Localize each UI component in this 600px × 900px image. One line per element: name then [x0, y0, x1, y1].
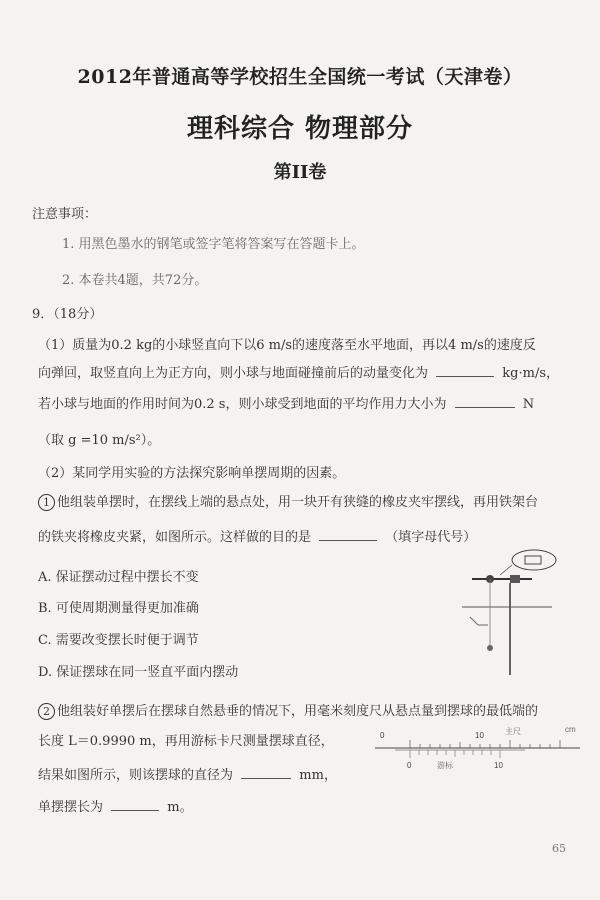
q9-part1-line2	[38, 364, 559, 383]
notes-item-1: 1. 用黑色墨水的钢笔或签字笔将答案写在答题卡上。	[62, 237, 365, 252]
q9-part1-line1: （1）质量为0.2 kg的小球竖直向下以6 m/s的速度落至水平地面，再以4 m/s的速度反	[38, 338, 536, 353]
option-d: D. 保证摆球在同一竖直平面内摆动	[38, 665, 239, 680]
caliper-main-scale-label: 主尺	[505, 727, 521, 736]
answer-blank-momentum[interactable]	[436, 364, 494, 377]
sub-question-marker-2: 2	[38, 703, 55, 720]
q9-sub2-unit-diameter: mm，	[299, 768, 337, 783]
q9-sub1-line2	[38, 528, 476, 547]
q9-sub1-line1	[38, 494, 538, 512]
q9-part2-intro: （2）某同学用实验的方法探究影响单摆周期的因素。	[38, 466, 346, 481]
caliper-vernier-zero-label: 0	[407, 761, 412, 770]
caliper-label-0: 0	[380, 731, 385, 740]
q9-sub2-line4	[38, 798, 193, 817]
page-number: 65	[552, 842, 566, 855]
exam-title: 2012年普通高等学校招生全国统一考试（天津卷）	[77, 66, 523, 88]
caliper-vernier-ten-label: 10	[494, 761, 503, 770]
subject-title: 理科综合 物理部分	[186, 114, 414, 144]
option-a: A. 保证摆动过程中摆长不变	[38, 570, 199, 585]
q9-sub1-line1-text: 他组装单摆时，在摆线上端的悬点处，用一块开有狭缝的橡皮夹牢摆线，再用铁架台	[57, 495, 539, 510]
answer-blank-purpose[interactable]	[319, 528, 377, 541]
option-c: C. 需要改变摆长时便于调节	[38, 633, 199, 648]
q9-sub2-line1-text: 他组装好单摆后在摆球自然悬垂的情况下，用毫米刻度尺从悬点量到摆球的最低端的	[57, 704, 539, 719]
option-b: B. 可使周期测量得更加准确	[38, 601, 199, 616]
q9-sub2-line3-text: 结果如图所示，则该摆球的直径为	[38, 768, 234, 783]
caliper-vernier-ticks	[410, 750, 500, 758]
caliper-label-10: 10	[475, 731, 484, 740]
q9-sub1-line2-hint: （填字母代号）	[385, 530, 477, 545]
q9-part1-unit-momentum: kg·m/s，	[502, 366, 560, 381]
vernier-caliper-figure	[375, 718, 585, 778]
q9-sub2-line2: 长度 L＝0.9990 m，再用游标卡尺测量摆球直径，	[38, 734, 334, 749]
q9-part1-line3-text: 若小球与地面的作用时间为0.2 s，则小球受到地面的平均作用力大小为	[38, 397, 447, 412]
answer-blank-length[interactable]	[111, 798, 159, 811]
answer-blank-force[interactable]	[455, 395, 515, 408]
caliper-unit-label: cm	[565, 725, 576, 734]
volume-title: 第II卷	[273, 162, 327, 183]
notes-item-2: 2. 本卷共4题，共72分。	[62, 273, 208, 288]
answer-blank-diameter[interactable]	[241, 766, 291, 779]
q9-part1-line4: （取 g =10 m/s²）。	[38, 433, 161, 448]
q9-part1-line3	[38, 395, 534, 414]
caliper-main-scale-ticks	[410, 740, 560, 748]
question-9-label: 9．（18分）	[32, 307, 103, 322]
q9-sub2-line4-text: 单摆摆长为	[38, 800, 104, 815]
sub-question-marker-1: 1	[38, 494, 55, 511]
q9-part1-unit-force: N	[522, 397, 535, 412]
q9-sub2-line3	[38, 766, 337, 785]
q9-sub2-unit-length: m。	[167, 800, 193, 815]
notes-heading: 注意事项：	[32, 207, 98, 222]
q9-part1-line2-text: 向弹回，取竖直向上为正方向，则小球与地面碰撞前后的动量变化为	[38, 366, 429, 381]
q9-sub1-line2-text: 的铁夹将橡皮夹紧，如图所示。这样做的目的是	[38, 530, 312, 545]
pendulum-apparatus-figure	[462, 545, 572, 675]
caliper-vernier-label: 游标	[437, 761, 453, 770]
